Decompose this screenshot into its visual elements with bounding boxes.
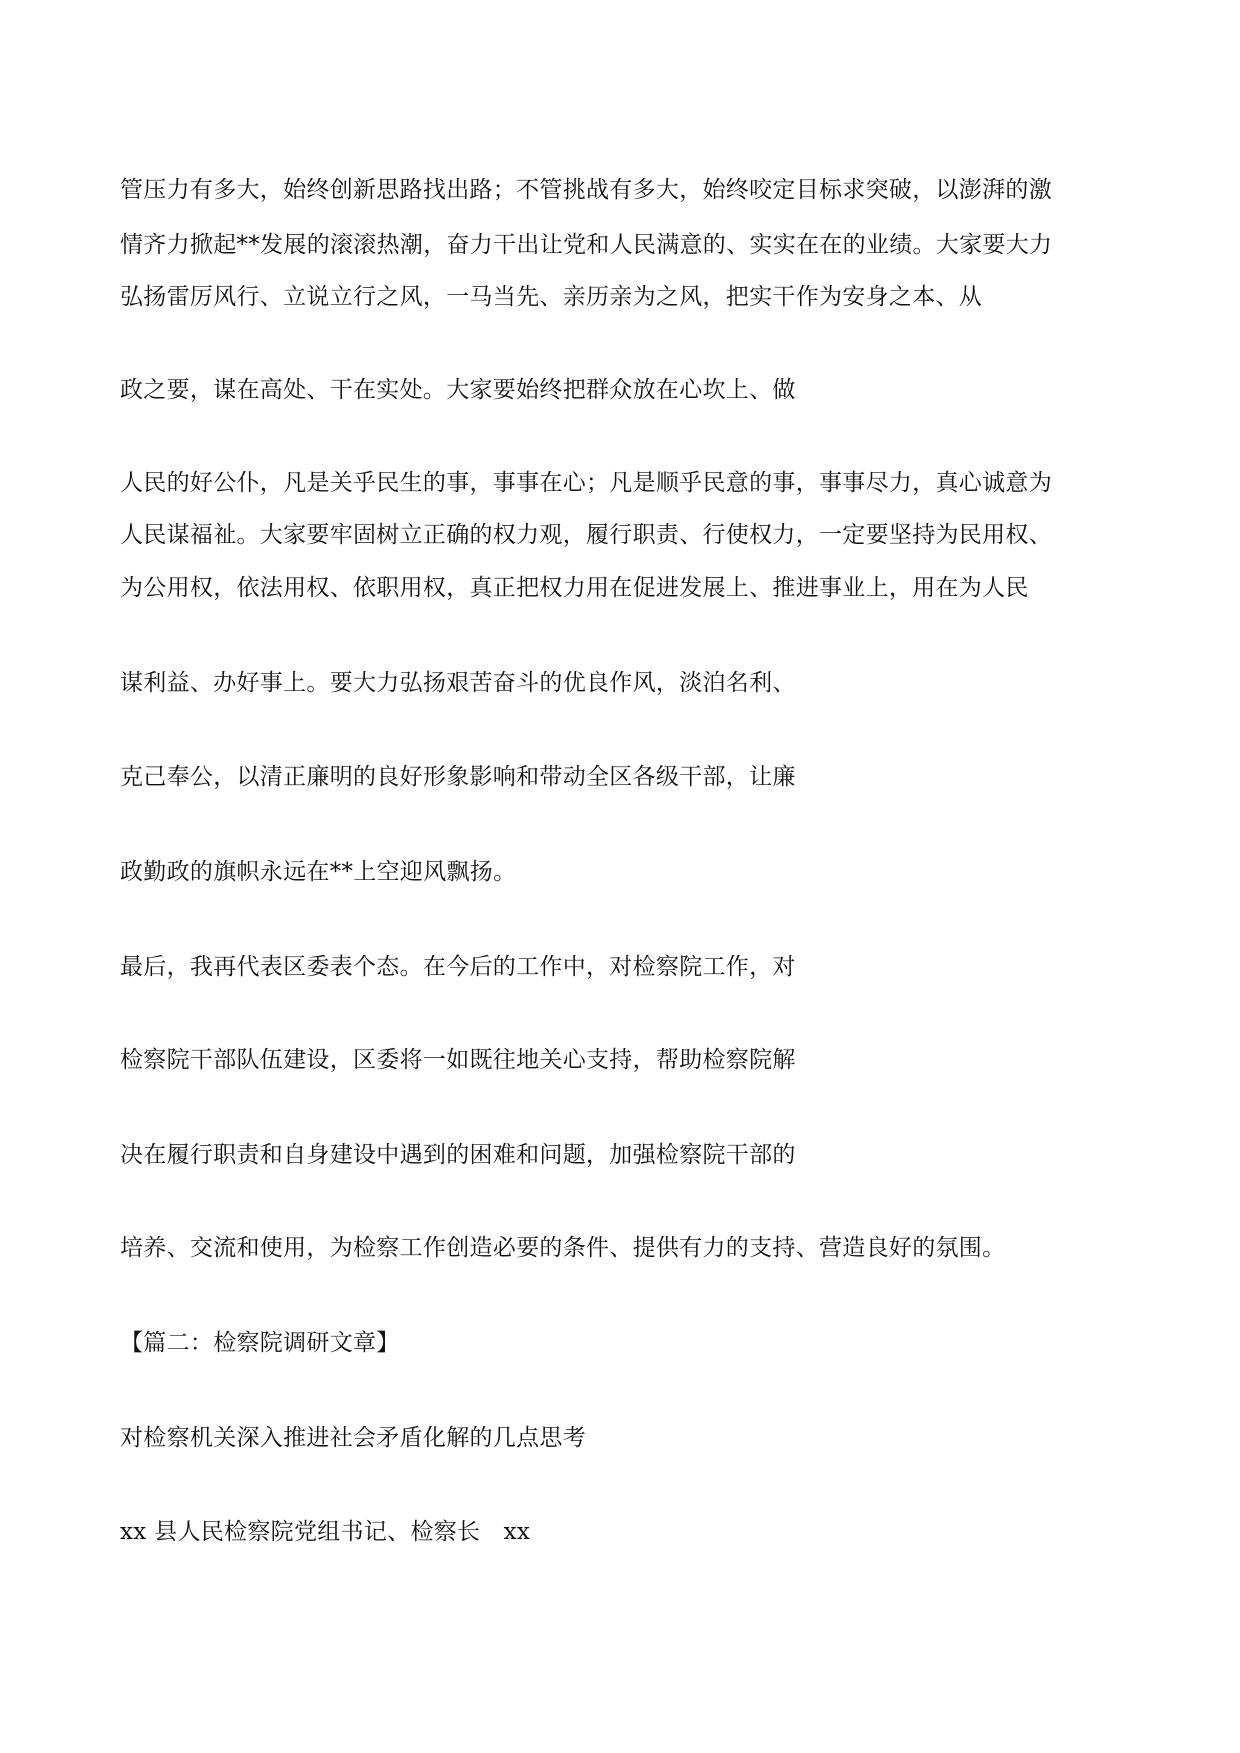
text-line: 最后，我再代表区委表个态。在今后的工作中，对检察院工作，对 [120,954,796,980]
text-line: 决在履行职责和自身建设中遇到的困难和问题，加强检察院干部的 [120,1142,796,1168]
article-author: xx 县人民检察院党组书记、检察长 xx [120,1519,531,1545]
text-line: 人民的好公仆，凡是关乎民生的事，事事在心；凡是顺乎民意的事，事事尽力，真心诚意为 [120,470,1052,496]
text-line: 培养、交流和使用，为检察工作创造必要的条件、提供有力的支持、营造良好的氛围。 [120,1235,1006,1261]
section-heading: 【篇二：检察院调研文章】 [120,1330,400,1356]
text-line: 弘扬雷厉风行、立说立行之风，一马当先、亲历亲为之风，把实干作为安身之本、从 [120,284,983,310]
text-line: 情齐力掀起**发展的滚滚热潮，奋力干出让党和人民满意的、实实在在的业绩。大家要大力 [120,232,1053,258]
text-line: 检察院干部队伍建设，区委将一如既往地关心支持，帮助检察院解 [120,1047,796,1073]
text-line: 政之要，谋在高处、干在实处。大家要始终把群众放在心坎上、做 [120,377,796,403]
text-line: 克己奉公，以清正廉明的良好形象影响和带动全区各级干部，让廉 [120,764,796,790]
text-line: 人民谋福祉。大家要牢固树立正确的权力观，履行职责、行使权力，一定要坚持为民用权、 [120,522,1052,548]
text-line: 谋利益、办好事上。要大力弘扬艰苦奋斗的优良作风，淡泊名利、 [120,670,796,696]
text-line: 为公用权，依法用权、依职用权，真正把权力用在促进发展上、推进事业上，用在为人民 [120,575,1029,601]
text-line: 政勤政的旗帜永远在**上空迎风飘扬。 [120,859,517,885]
text-line: 管压力有多大，始终创新思路找出路；不管挑战有多大，始终咬定目标求突破，以澎湃的激 [120,177,1052,203]
article-title: 对检察机关深入推进社会矛盾化解的几点思考 [120,1425,586,1451]
